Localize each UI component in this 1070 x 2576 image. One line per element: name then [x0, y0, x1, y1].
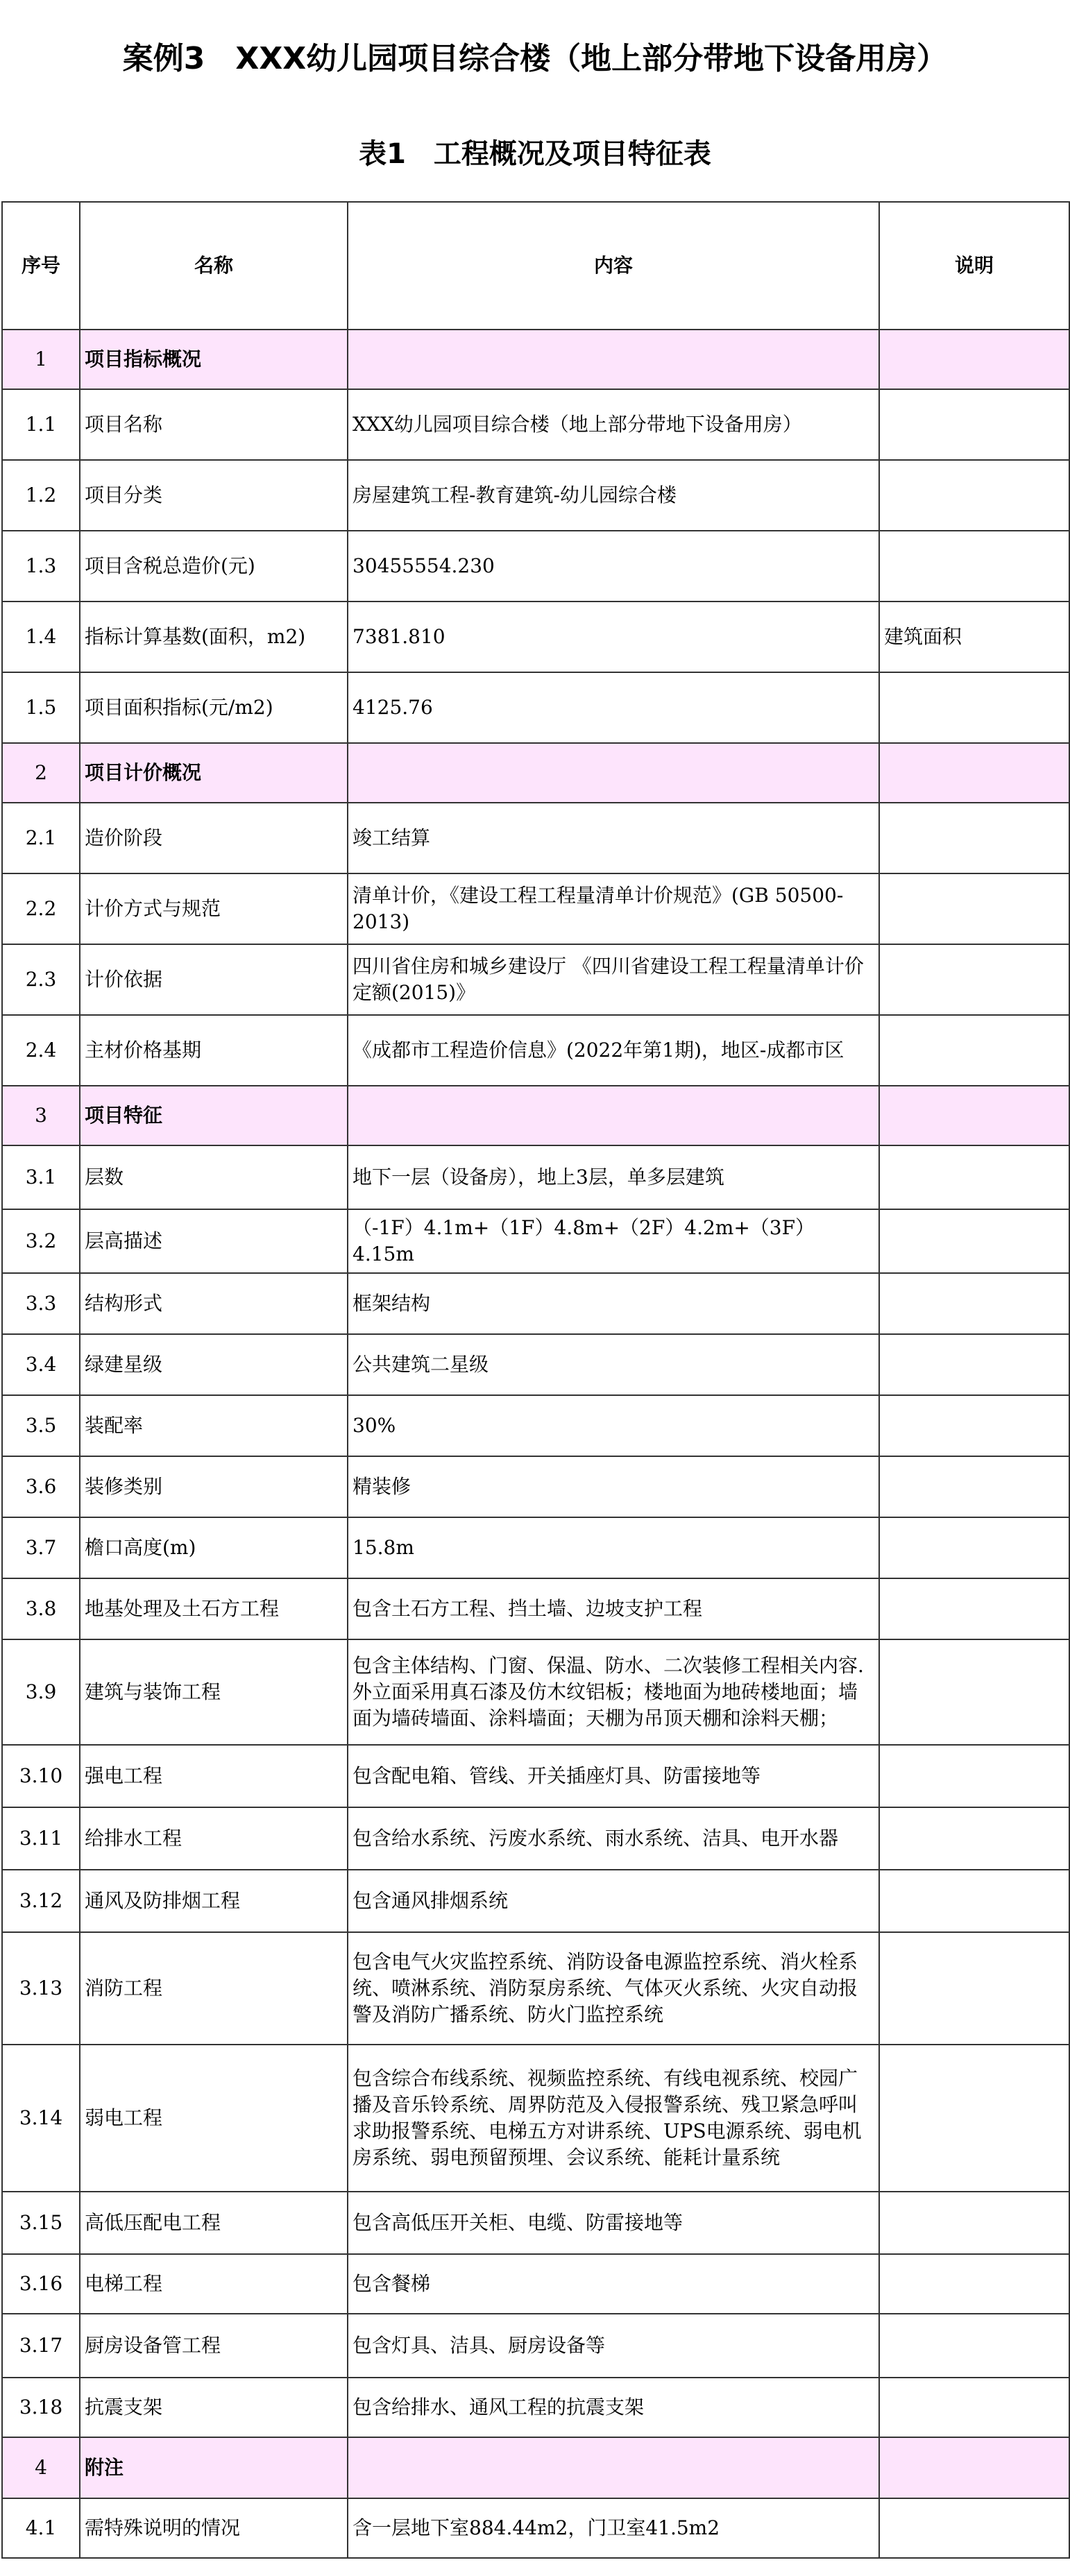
cell-name: 檐口高度(m): [80, 1517, 348, 1578]
table-row: [2, 672, 1069, 743]
cell-name: 弱电工程: [80, 2045, 348, 2192]
table-row: [2, 1273, 1069, 1334]
cell-note: [879, 1807, 1069, 1870]
section-row: [2, 2437, 1069, 2498]
cell-no: 3.5: [2, 1395, 80, 1456]
cell-note: [879, 2378, 1069, 2437]
cell-no: 3.15: [2, 2192, 80, 2254]
cell-note: [879, 330, 1069, 389]
table-row: [2, 1639, 1069, 1745]
cell-content: 公共建筑二星级: [348, 1334, 879, 1395]
cell-note: [879, 873, 1069, 944]
cell-name: 附注: [80, 2437, 348, 2498]
cell-content: 包含配电箱、管线、开关插座灯具、防雷接地等: [348, 1745, 879, 1807]
cell-note: [879, 1395, 1069, 1456]
cell-content: XXX幼儿园项目综合楼（地上部分带地下设备用房）: [348, 389, 879, 460]
cell-no: 4.1: [2, 2498, 80, 2558]
document-title: 案例3 XXX幼儿园项目综合楼（地上部分带地下设备用房）: [122, 41, 948, 76]
cell-note: [879, 2437, 1069, 2498]
table-row: [2, 1578, 1069, 1639]
cell-content: 包含灯具、洁具、厨房设备等: [348, 2314, 879, 2378]
section-row: [2, 330, 1069, 389]
table-row: [2, 1807, 1069, 1870]
cell-note: [879, 1209, 1069, 1273]
cell-content: [348, 2437, 879, 2498]
cell-content: 7381.810: [348, 602, 879, 672]
cell-name: 厨房设备管工程: [80, 2314, 348, 2378]
cell-no: 3: [2, 1086, 80, 1145]
cell-no: 3.4: [2, 1334, 80, 1395]
cell-note: [879, 1334, 1069, 1395]
table-title: 表1 工程概况及项目特征表: [359, 138, 711, 170]
cell-content: [348, 1086, 879, 1145]
cell-name: 项目面积指标(元/m2): [80, 672, 348, 743]
cell-no: 3.8: [2, 1578, 80, 1639]
table-row: [2, 1209, 1069, 1273]
cell-content: 包含通风排烟系统: [348, 1870, 879, 1932]
cell-no: 1.1: [2, 389, 80, 460]
cell-name: 高低压配电工程: [80, 2192, 348, 2254]
cell-content: 包含电气火灾监控系统、消防设备电源监控系统、消火栓系统、喷淋系统、消防泵房系统、气体灭火系统、火灾自动报警及消防广播系统、防火门监控系统: [348, 1932, 879, 2045]
cell-note: [879, 1456, 1069, 1517]
cell-name: 计价方式与规范: [80, 873, 348, 944]
cell-content: 房屋建筑工程-教育建筑-幼儿园综合楼: [348, 460, 879, 531]
table-row: [2, 944, 1069, 1015]
header-name: 名称: [80, 202, 348, 330]
cell-content: 竣工结算: [348, 803, 879, 873]
cell-content: 四川省住房和城乡建设厅 《四川省建设工程工程量清单计价定额(2015)》: [348, 944, 879, 1015]
table-row: [2, 803, 1069, 873]
cell-name: 项目含税总造价(元): [80, 531, 348, 602]
cell-note: [879, 1086, 1069, 1145]
cell-content: 包含给水系统、污废水系统、雨水系统、洁具、电开水器: [348, 1807, 879, 1870]
cell-no: 2.3: [2, 944, 80, 1015]
cell-note: [879, 944, 1069, 1015]
cell-content: 包含主体结构、门窗、保温、防水、二次装修工程相关内容.外立面采用真石漆及仿木纹铝板；楼地面为地砖楼地面；墙面为墙砖墙面、涂料墙面；天棚为吊顶天棚和涂料天棚；: [348, 1639, 879, 1745]
cell-name: 绿建星级: [80, 1334, 348, 1395]
cell-note: [879, 2254, 1069, 2314]
table-row: [2, 2045, 1069, 2192]
cell-note: [879, 531, 1069, 602]
cell-note: [879, 672, 1069, 743]
cell-note: [879, 2314, 1069, 2378]
cell-note: [879, 1932, 1069, 2045]
cell-no: 3.6: [2, 1456, 80, 1517]
cell-content: 包含给排水、通风工程的抗震支架: [348, 2378, 879, 2437]
cell-name: 计价依据: [80, 944, 348, 1015]
cell-content: 15.8m: [348, 1517, 879, 1578]
cell-content: 《成都市工程造价信息》(2022年第1期)，地区-成都市区: [348, 1015, 879, 1086]
cell-no: 1.3: [2, 531, 80, 602]
cell-name: 层数: [80, 1145, 348, 1209]
cell-note: [879, 2192, 1069, 2254]
cell-no: 1.4: [2, 602, 80, 672]
cell-name: 建筑与装饰工程: [80, 1639, 348, 1745]
table-row: [2, 1015, 1069, 1086]
cell-no: 2.1: [2, 803, 80, 873]
table-row: [2, 2192, 1069, 2254]
section-row: [2, 1086, 1069, 1145]
cell-no: 3.2: [2, 1209, 80, 1273]
cell-note: [879, 1578, 1069, 1639]
cell-no: 4: [2, 2437, 80, 2498]
cell-content: 包含综合布线系统、视频监控系统、有线电视系统、校园广播及音乐铃系统、周界防范及入侵报警系统、残卫紧急呼叫求助报警系统、电梯五方对讲系统、UPS电源系统、弱电机房系统、弱电预留预埋、会议系统、能耗计量系统: [348, 2045, 879, 2192]
cell-no: 3.11: [2, 1807, 80, 1870]
cell-name: 通风及防排烟工程: [80, 1870, 348, 1932]
cell-name: 需特殊说明的情况: [80, 2498, 348, 2558]
cell-name: 装配率: [80, 1395, 348, 1456]
cell-name: 主材价格基期: [80, 1015, 348, 1086]
table-row: [2, 1932, 1069, 2045]
cell-name: 地基处理及土石方工程: [80, 1578, 348, 1639]
cell-name: 项目计价概况: [80, 743, 348, 803]
cell-no: 3.10: [2, 1745, 80, 1807]
table-row: [2, 873, 1069, 944]
table-row: [2, 1395, 1069, 1456]
cell-note: [879, 1639, 1069, 1745]
cell-content: 4125.76: [348, 672, 879, 743]
cell-no: 3.18: [2, 2378, 80, 2437]
cell-content: 地下一层（设备房），地上3层，单多层建筑: [348, 1145, 879, 1209]
cell-no: 3.14: [2, 2045, 80, 2192]
cell-note: 建筑面积: [879, 602, 1069, 672]
cell-name: 造价阶段: [80, 803, 348, 873]
cell-name: 项目特征: [80, 1086, 348, 1145]
cell-no: 3.1: [2, 1145, 80, 1209]
table-row: [2, 389, 1069, 460]
table-row: [2, 1745, 1069, 1807]
cell-content: [348, 330, 879, 389]
header-content: 内容: [348, 202, 879, 330]
table-row: [2, 1870, 1069, 1932]
cell-content: 30455554.230: [348, 531, 879, 602]
table-header-row: [2, 202, 1069, 330]
cell-note: [879, 460, 1069, 531]
cell-content: 包含土石方工程、挡土墙、边坡支护工程: [348, 1578, 879, 1639]
cell-note: [879, 803, 1069, 873]
cell-content: （-1F）4.1m+（1F）4.8m+（2F）4.2m+（3F）4.15m: [348, 1209, 879, 1273]
cell-no: 2: [2, 743, 80, 803]
table-row: [2, 531, 1069, 602]
cell-content: 清单计价，《建设工程工程量清单计价规范》(GB 50500-2013): [348, 873, 879, 944]
cell-note: [879, 1273, 1069, 1334]
cell-name: 项目名称: [80, 389, 348, 460]
table-row: [2, 2378, 1069, 2437]
cell-name: 电梯工程: [80, 2254, 348, 2314]
cell-name: 装修类别: [80, 1456, 348, 1517]
cell-note: [879, 389, 1069, 460]
table-row: [2, 2254, 1069, 2314]
cell-no: 2.4: [2, 1015, 80, 1086]
cell-note: [879, 1870, 1069, 1932]
table-row: [2, 460, 1069, 531]
cell-note: [879, 1517, 1069, 1578]
cell-no: 3.17: [2, 2314, 80, 2378]
cell-content: 包含餐梯: [348, 2254, 879, 2314]
cell-note: [879, 2498, 1069, 2558]
cell-no: 3.7: [2, 1517, 80, 1578]
cell-content: [348, 743, 879, 803]
table-row: [2, 1517, 1069, 1578]
cell-content: 框架结构: [348, 1273, 879, 1334]
header-no: 序号: [2, 202, 80, 330]
cell-note: [879, 1015, 1069, 1086]
cell-content: 30%: [348, 1395, 879, 1456]
project-overview-table: [1, 201, 1070, 2559]
cell-no: 3.12: [2, 1870, 80, 1932]
cell-name: 项目指标概况: [80, 330, 348, 389]
cell-no: 1.5: [2, 672, 80, 743]
table-row: [2, 602, 1069, 672]
cell-no: 2.2: [2, 873, 80, 944]
cell-note: [879, 1145, 1069, 1209]
cell-no: 1.2: [2, 460, 80, 531]
cell-name: 消防工程: [80, 1932, 348, 2045]
header-note: 说明: [879, 202, 1069, 330]
cell-name: 层高描述: [80, 1209, 348, 1273]
cell-no: 3.16: [2, 2254, 80, 2314]
table-row: [2, 2498, 1069, 2558]
section-row: [2, 743, 1069, 803]
cell-content: 包含高低压开关柜、电缆、防雷接地等: [348, 2192, 879, 2254]
table-row: [2, 1145, 1069, 1209]
cell-name: 结构形式: [80, 1273, 348, 1334]
table-row: [2, 1456, 1069, 1517]
cell-content: 含一层地下室884.44m2，门卫室41.5m2: [348, 2498, 879, 2558]
cell-name: 项目分类: [80, 460, 348, 531]
table-row: [2, 1334, 1069, 1395]
cell-name: 抗震支架: [80, 2378, 348, 2437]
cell-note: [879, 1745, 1069, 1807]
cell-name: 强电工程: [80, 1745, 348, 1807]
cell-note: [879, 743, 1069, 803]
cell-no: 1: [2, 330, 80, 389]
cell-note: [879, 2045, 1069, 2192]
table-row: [2, 2314, 1069, 2378]
cell-no: 3.13: [2, 1932, 80, 2045]
cell-no: 3.9: [2, 1639, 80, 1745]
cell-name: 给排水工程: [80, 1807, 348, 1870]
cell-content: 精装修: [348, 1456, 879, 1517]
cell-no: 3.3: [2, 1273, 80, 1334]
cell-name: 指标计算基数(面积，m2): [80, 602, 348, 672]
table-body: [2, 330, 1069, 2558]
